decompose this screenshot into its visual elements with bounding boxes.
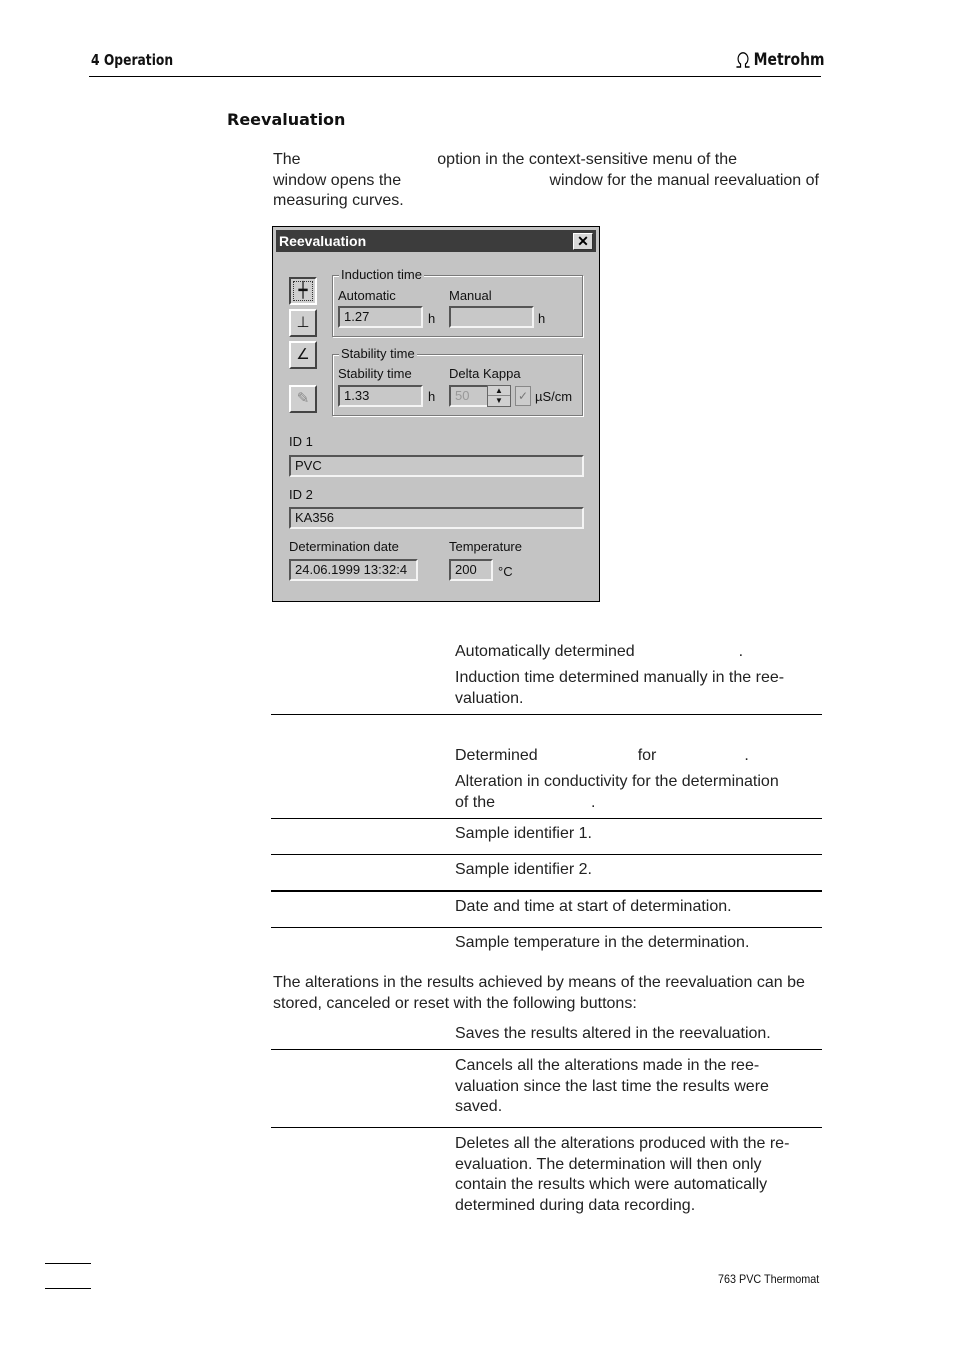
intro-line1-a: The bbox=[273, 151, 301, 168]
dialog-titlebar[interactable] bbox=[276, 230, 596, 252]
intro-line2-a: window opens the bbox=[273, 171, 402, 189]
buttons-paragraph: The alterations in the results achieved by means of the reevaluation can be stored, canceled or reset with the following buttons: bbox=[273, 974, 805, 1012]
desc-delta-b: of the bbox=[455, 793, 496, 811]
manual-label: Manual bbox=[449, 288, 492, 303]
desc-stability bbox=[455, 746, 815, 767]
stability-time-label: Stability time bbox=[338, 366, 412, 381]
footer-rule-top bbox=[45, 1263, 91, 1264]
brand-name: Metrohm bbox=[753, 50, 825, 70]
table-rule bbox=[271, 1127, 822, 1128]
table-rule bbox=[271, 890, 822, 892]
automatic-induction-field[interactable]: 1.27 bbox=[338, 306, 423, 328]
automatic-label: Automatic bbox=[338, 288, 396, 303]
temperature-unit: °C bbox=[498, 564, 513, 579]
brand-logo bbox=[734, 50, 825, 70]
footer-rule-bottom bbox=[45, 1288, 91, 1289]
desc-date: Date and time at start of determination. bbox=[455, 898, 732, 915]
desc-delta-a: Alteration in conductivity for the determination bbox=[455, 773, 779, 790]
stability-unit: h bbox=[428, 389, 436, 404]
crosshair-tool-button[interactable] bbox=[289, 277, 317, 305]
delta-kappa-unit: µS/cm bbox=[535, 389, 573, 404]
induction-time-group-label: Induction time bbox=[341, 267, 422, 282]
determination-date-field[interactable]: 24.06.1999 13:32:4 bbox=[289, 559, 418, 581]
intro-text bbox=[273, 150, 819, 212]
desc-delta-c: . bbox=[591, 793, 596, 811]
desc-automatic-a: Automatically determined bbox=[455, 643, 635, 660]
id2-field[interactable]: KA356 bbox=[289, 507, 584, 529]
manual-unit: h bbox=[538, 311, 546, 326]
stability-time-field[interactable]: 1.33 bbox=[338, 385, 423, 407]
desc-temp: Sample temperature in the determination. bbox=[455, 934, 750, 951]
dialog-title: Reevaluation bbox=[279, 233, 367, 249]
desc-stability-c: . bbox=[744, 747, 749, 764]
desc-stability-a: Determined bbox=[455, 747, 538, 764]
spin-up-icon[interactable]: ▲ bbox=[488, 386, 510, 396]
table-rule bbox=[271, 714, 822, 715]
table-rule bbox=[271, 1049, 822, 1050]
desc-cancel: Cancels all the alterations made in the ree-valuation since the last time the results were saved. bbox=[455, 1057, 769, 1115]
delta-kappa-field[interactable]: 50 bbox=[449, 385, 489, 407]
delta-kappa-tool-button[interactable] bbox=[289, 385, 317, 413]
automatic-unit: h bbox=[428, 311, 436, 326]
desc-delta bbox=[455, 772, 815, 813]
table-rule bbox=[271, 854, 822, 855]
desc-automatic-b: . bbox=[738, 643, 744, 660]
temperature-field[interactable]: 200 bbox=[449, 559, 493, 581]
spin-down-icon[interactable]: ▼ bbox=[495, 396, 503, 405]
stability-time-group-label: Stability time bbox=[341, 346, 415, 361]
desc-save: Saves the results altered in the reevaluation. bbox=[455, 1025, 771, 1042]
desc-id2: Sample identifier 2. bbox=[455, 861, 592, 878]
reevaluation-dialog bbox=[272, 226, 600, 602]
tangent-line-icon: ∠ bbox=[296, 346, 310, 363]
temperature-label: Temperature bbox=[449, 539, 522, 554]
id1-field[interactable]: PVC bbox=[289, 455, 584, 477]
id2-label: ID 2 bbox=[289, 487, 313, 502]
delta-kappa-label: Delta Kappa bbox=[449, 366, 521, 381]
section-title: Reevaluation bbox=[227, 110, 346, 129]
manual-induction-field[interactable] bbox=[449, 306, 534, 328]
tangent-point-tool-button[interactable] bbox=[289, 309, 317, 337]
header-rule bbox=[89, 76, 821, 77]
id1-label: ID 1 bbox=[289, 434, 313, 449]
desc-reset: Deletes all the alterations produced with the re-evaluation. The determination will then only contain the results which were automatically determined during data recording. bbox=[455, 1135, 790, 1214]
desc-stability-b: for bbox=[637, 747, 657, 764]
tangent-point-icon: ⊥ bbox=[296, 314, 310, 331]
crosshair-icon: ┿ bbox=[298, 282, 308, 299]
table-rule bbox=[271, 927, 822, 928]
footer-product: 763 PVC Thermomat bbox=[718, 1272, 820, 1286]
delta-kappa-apply-button[interactable]: ✓ bbox=[515, 386, 531, 406]
close-button[interactable]: ✕ bbox=[573, 233, 593, 250]
pencil-slope-icon: ✎ bbox=[296, 390, 310, 407]
header-section: 4 Operation bbox=[91, 51, 174, 69]
omega-logo-icon bbox=[734, 52, 752, 68]
determination-date-label: Determination date bbox=[289, 539, 399, 554]
intro-line1-b: option in the context-sensitive menu of the bbox=[437, 151, 737, 168]
table-rule bbox=[271, 818, 822, 819]
intro-line3: measuring curves. bbox=[273, 192, 404, 209]
tangent-line-tool-button[interactable] bbox=[289, 341, 317, 369]
desc-automatic bbox=[455, 642, 815, 663]
desc-id1: Sample identifier 1. bbox=[455, 825, 592, 842]
delta-kappa-spinner[interactable] bbox=[487, 385, 511, 407]
intro-line2-b: window for the manual reevaluation of bbox=[549, 171, 819, 189]
desc-manual: Induction time determined manually in the ree-valuation. bbox=[455, 669, 785, 707]
